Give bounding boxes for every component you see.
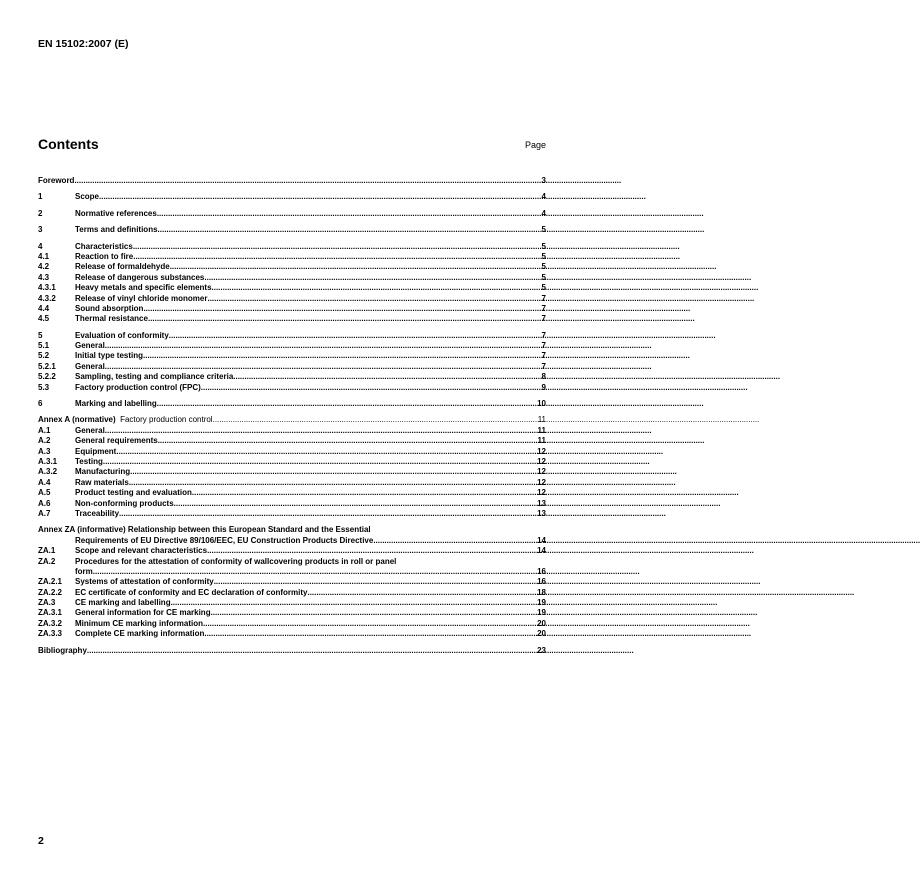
toc-entry-text: Annex ZA (informative) Relationship between this European Standard and the Essential: [38, 525, 371, 535]
toc-entry-text: Non-conforming products: [75, 498, 174, 508]
toc-entry-a-6[interactable]: [38, 499, 546, 509]
dot-leader: [74, 176, 540, 186]
dot-leader: [116, 447, 536, 457]
toc-entry-text: Thermal resistance: [75, 314, 148, 324]
toc-entry-a-7[interactable]: [38, 509, 546, 519]
toc-entry-a-2[interactable]: [38, 436, 546, 446]
toc-entry-page: 16: [537, 566, 546, 576]
toc-entry-foreword[interactable]: [38, 176, 546, 186]
toc-entry-text: EC certificate of conformity and EC declaration of conformity: [75, 587, 308, 597]
toc-entry-page: 12: [537, 446, 546, 456]
toc-entry-a-3[interactable]: [38, 447, 546, 457]
toc-entry-number: ZA.1: [38, 546, 56, 556]
toc-entry-page: 5: [541, 283, 546, 293]
toc-entry-4-3-1[interactable]: [38, 283, 546, 293]
toc-entry-page: 19: [537, 608, 546, 618]
dot-leader: [158, 436, 537, 446]
toc-entry-text: General: [75, 361, 105, 371]
toc-entry-text: form: [75, 566, 93, 576]
toc-entry-page: 20: [537, 618, 546, 628]
toc-entry-za-3-2[interactable]: [38, 619, 546, 629]
toc-entry-number: 6: [38, 399, 43, 409]
toc-entry-page: 11: [537, 425, 546, 435]
toc-entry-3[interactable]: [38, 225, 546, 235]
toc-entry-number: A.4: [38, 477, 51, 487]
dot-leader: [207, 294, 540, 304]
toc-entry-number: 3: [38, 225, 43, 235]
dot-leader: [133, 242, 541, 252]
toc-entry-number: ZA.3: [38, 598, 56, 608]
toc-entry-page: 10: [537, 399, 546, 409]
toc-entry-number: 5.2.2: [38, 372, 56, 382]
toc-entry-text: Normative references: [75, 208, 157, 218]
toc-entry-text: Bibliography: [38, 645, 87, 655]
toc-entry-page: 12: [537, 488, 546, 498]
toc-entry-text: Procedures for the attestation of conformity of wallcovering products in roll or panel: [75, 556, 397, 566]
toc-entry-text: General information for CE marking: [75, 608, 211, 618]
annex-a-prefix: Annex A (normative): [38, 415, 116, 425]
toc-entry-text: Raw materials: [75, 477, 129, 487]
toc-entry-number: 4.2: [38, 262, 50, 272]
dot-leader: [201, 383, 541, 393]
toc-entry-page: 12: [537, 477, 546, 487]
toc-entry-number: A.6: [38, 498, 51, 508]
toc-entry-page: 7: [541, 314, 546, 324]
dot-leader: [192, 488, 536, 498]
dot-leader: [133, 252, 540, 262]
toc-entry-number: ZA.3.3: [38, 629, 63, 639]
toc-entry-page: 5: [541, 225, 546, 235]
toc-entry-text: General: [75, 425, 105, 435]
toc-entry-5-2-1[interactable]: [38, 362, 546, 372]
toc-entry-1[interactable]: [38, 192, 546, 202]
toc-entry-number: A.1: [38, 425, 51, 435]
toc-entry-number: 5.1: [38, 341, 50, 351]
toc-entry-page: 7: [541, 303, 546, 313]
toc-entry-page: 20: [537, 629, 546, 639]
dot-leader: [103, 457, 536, 467]
toc-entry-number: 4.3.2: [38, 293, 56, 303]
toc-entry-page: 4: [541, 192, 546, 202]
toc-entry-page: 23: [537, 645, 546, 655]
toc-entry-page: 3: [541, 176, 546, 185]
dot-leader: [213, 415, 537, 425]
toc-entry-page: 14: [537, 546, 546, 556]
dot-leader: [157, 399, 536, 409]
toc-entry-page: 12: [537, 456, 546, 466]
dot-leader: [212, 283, 541, 293]
toc-entry-number: 4: [38, 241, 43, 251]
toc-entry-5-2[interactable]: [38, 351, 546, 361]
toc-entry-text: Release of vinyl chloride monomer: [75, 293, 208, 303]
toc-entry-2[interactable]: [38, 209, 546, 219]
toc-entry-text: Sound absorption: [75, 303, 144, 313]
toc-entry-page: 7: [541, 341, 546, 351]
table-of-contents: [38, 176, 546, 656]
toc-entry-text: Systems of attestation of conformity: [75, 577, 214, 587]
toc-entry-annex-a[interactable]: [38, 415, 546, 425]
toc-entry-za-2[interactable]: [38, 567, 546, 577]
toc-entry-a-4[interactable]: [38, 478, 546, 488]
toc-entry-text: Requirements of EU Directive 89/106/EEC, EU Construction Products Directive: [75, 535, 374, 545]
contents-title: Contents: [38, 136, 99, 152]
toc-entry-number: 4.5: [38, 314, 50, 324]
toc-entry-text: Release of formaldehyde: [75, 262, 170, 272]
toc-entry-number: ZA.2.1: [38, 577, 63, 587]
dot-leader: [174, 499, 536, 509]
toc-entry-page: 9: [541, 382, 546, 392]
toc-entry-a-5[interactable]: [38, 488, 546, 498]
toc-entry-text: CE marking and labelling: [75, 598, 171, 608]
toc-entry-a-1[interactable]: [38, 426, 546, 436]
toc-entry-za-3-1[interactable]: [38, 608, 546, 618]
dot-leader: [204, 273, 540, 283]
page-column-label: Page: [524, 140, 546, 150]
toc-entry-text: [38, 415, 213, 425]
toc-entry-page: 16: [537, 577, 546, 587]
toc-entry-page: 12: [537, 467, 546, 477]
toc-entry-text: General: [75, 341, 105, 351]
toc-entry-4-3[interactable]: [38, 273, 546, 283]
toc-entry-a-3-2[interactable]: [38, 467, 546, 477]
toc-entry-page: 7: [541, 361, 546, 371]
toc-entry-page: 19: [537, 598, 546, 608]
toc-entry-page: 7: [541, 293, 546, 303]
toc-entry-6[interactable]: [38, 399, 546, 409]
toc-entry-4-5[interactable]: [38, 314, 546, 324]
dot-leader: [143, 351, 541, 361]
dot-leader: [99, 192, 541, 202]
toc-entry-text: Reaction to fire: [75, 251, 134, 261]
toc-entry-number: 5: [38, 330, 43, 340]
dot-leader: [129, 478, 536, 488]
toc-entry-page: 5: [541, 272, 546, 282]
dot-leader: [169, 331, 541, 341]
toc-entry-page: 18: [537, 587, 546, 597]
toc-entry-text: Sampling, testing and compliance criteria: [75, 372, 234, 382]
page-number: 2: [38, 835, 44, 847]
toc-entry-page: 11: [537, 436, 546, 446]
toc-entry-page: 14: [537, 535, 546, 545]
toc-entry-number: 5.2: [38, 351, 50, 361]
dot-leader: [130, 467, 536, 477]
toc-entry-page: 5: [541, 241, 546, 251]
dot-leader: [207, 546, 536, 556]
toc-entry-number: 4.4: [38, 303, 50, 313]
toc-entry-annex-za[interactable]: [38, 536, 546, 546]
toc-entry-5-1[interactable]: [38, 341, 546, 351]
toc-entry-number: A.3.2: [38, 467, 58, 477]
toc-entry-page: 5: [541, 251, 546, 261]
toc-entry-text: Marking and labelling: [75, 399, 157, 409]
dot-leader: [204, 629, 536, 639]
toc-entry-number: 2: [38, 208, 43, 218]
dot-leader: [211, 608, 537, 618]
dot-leader: [171, 598, 537, 608]
dot-leader: [87, 646, 536, 656]
dot-leader: [203, 619, 536, 629]
dot-leader: [93, 567, 536, 577]
dot-leader: [373, 536, 536, 546]
toc-entry-za-1[interactable]: [38, 546, 546, 556]
annex-a-title: Factory production control: [120, 415, 213, 425]
toc-entry-text: Manufacturing: [75, 467, 131, 477]
toc-entry-page: 13: [537, 508, 546, 518]
toc-entry-za-2-1[interactable]: [38, 577, 546, 587]
toc-entry-number: A.3.1: [38, 456, 58, 466]
dot-leader: [105, 341, 541, 351]
toc-entry-za-3-3[interactable]: [38, 629, 546, 639]
toc-entry-number: 4.3.1: [38, 283, 56, 293]
toc-entry-text: Release of dangerous substances: [75, 272, 205, 282]
toc-entry-za-2-line1[interactable]: [38, 557, 546, 567]
toc-entry-5-2-2[interactable]: [38, 372, 546, 382]
toc-entry-a-3-1[interactable]: [38, 457, 546, 467]
toc-entry-4[interactable]: [38, 242, 546, 252]
toc-entry-number: ZA.2: [38, 556, 56, 566]
toc-entry-za-3[interactable]: [38, 598, 546, 608]
toc-entry-text: General requirements: [75, 436, 158, 446]
toc-entry-text: Scope and relevant characteristics: [75, 546, 208, 556]
toc-entry-page: 7: [541, 351, 546, 361]
toc-entry-text: Testing: [75, 456, 103, 466]
toc-entry-text: Heavy metals and specific elements: [75, 283, 212, 293]
toc-entry-number: A.2: [38, 436, 51, 446]
document-id: EN 15102:2007 (E): [38, 38, 129, 50]
dot-leader: [307, 588, 536, 598]
dot-leader: [119, 509, 536, 519]
toc-entry-number: 4.3: [38, 272, 50, 282]
toc-entry-number: A.3: [38, 446, 51, 456]
toc-entry-text: Product testing and evaluation: [75, 488, 192, 498]
toc-entry-text: Terms and definitions: [75, 225, 158, 235]
toc-entry-5-3[interactable]: [38, 383, 546, 393]
toc-entry-annex-za-line1[interactable]: [38, 525, 546, 535]
toc-entry-page: 4: [541, 208, 546, 218]
toc-entry-text: Foreword: [38, 176, 75, 185]
toc-entry-text: Equipment: [75, 446, 117, 456]
toc-entry-number: ZA.2.2: [38, 587, 63, 597]
toc-entry-number: A.5: [38, 488, 51, 498]
dot-leader: [143, 304, 540, 314]
toc-entry-page: 8: [541, 372, 546, 382]
toc-entry-number: 5.2.1: [38, 361, 56, 371]
toc-entry-text: Minimum CE marking information: [75, 618, 204, 628]
dot-leader: [105, 426, 537, 436]
toc-entry-number: 4.1: [38, 251, 50, 261]
toc-entry-4-1[interactable]: [38, 252, 546, 262]
toc-entry-number: ZA.3.2: [38, 618, 63, 628]
toc-entry-4-4[interactable]: [38, 304, 546, 314]
toc-entry-5[interactable]: [38, 331, 546, 341]
toc-entry-number: 1: [38, 192, 43, 202]
toc-entry-number: A.7: [38, 508, 51, 518]
dot-leader: [157, 209, 541, 219]
toc-entry-page: 13: [537, 498, 546, 508]
toc-entry-number: 5.3: [38, 382, 50, 392]
toc-entry-text: Characteristics: [75, 241, 133, 251]
toc-entry-bibliography[interactable]: [38, 646, 546, 656]
dot-leader: [105, 362, 541, 372]
dot-leader: [170, 262, 541, 272]
toc-entry-text: Complete CE marking information: [75, 629, 205, 639]
toc-entry-text: Factory production control (FPC): [75, 382, 201, 392]
dot-leader: [233, 372, 540, 382]
toc-entry-4-2[interactable]: [38, 262, 546, 272]
toc-entry-za-2-2[interactable]: [38, 588, 546, 598]
toc-entry-4-3-2[interactable]: [38, 294, 546, 304]
toc-entry-number: ZA.3.1: [38, 608, 63, 618]
toc-entry-page: 7: [541, 330, 546, 340]
toc-entry-text: Initial type testing: [75, 351, 144, 361]
toc-entry-text: Scope: [75, 192, 100, 202]
toc-entry-text: Evaluation of conformity: [75, 330, 169, 340]
dot-leader: [148, 314, 541, 324]
toc-entry-text: Traceability: [75, 508, 120, 518]
dot-leader: [214, 577, 536, 587]
toc-entry-page: 11: [537, 415, 546, 425]
toc-entry-page: 5: [541, 262, 546, 272]
dot-leader: [158, 225, 541, 235]
